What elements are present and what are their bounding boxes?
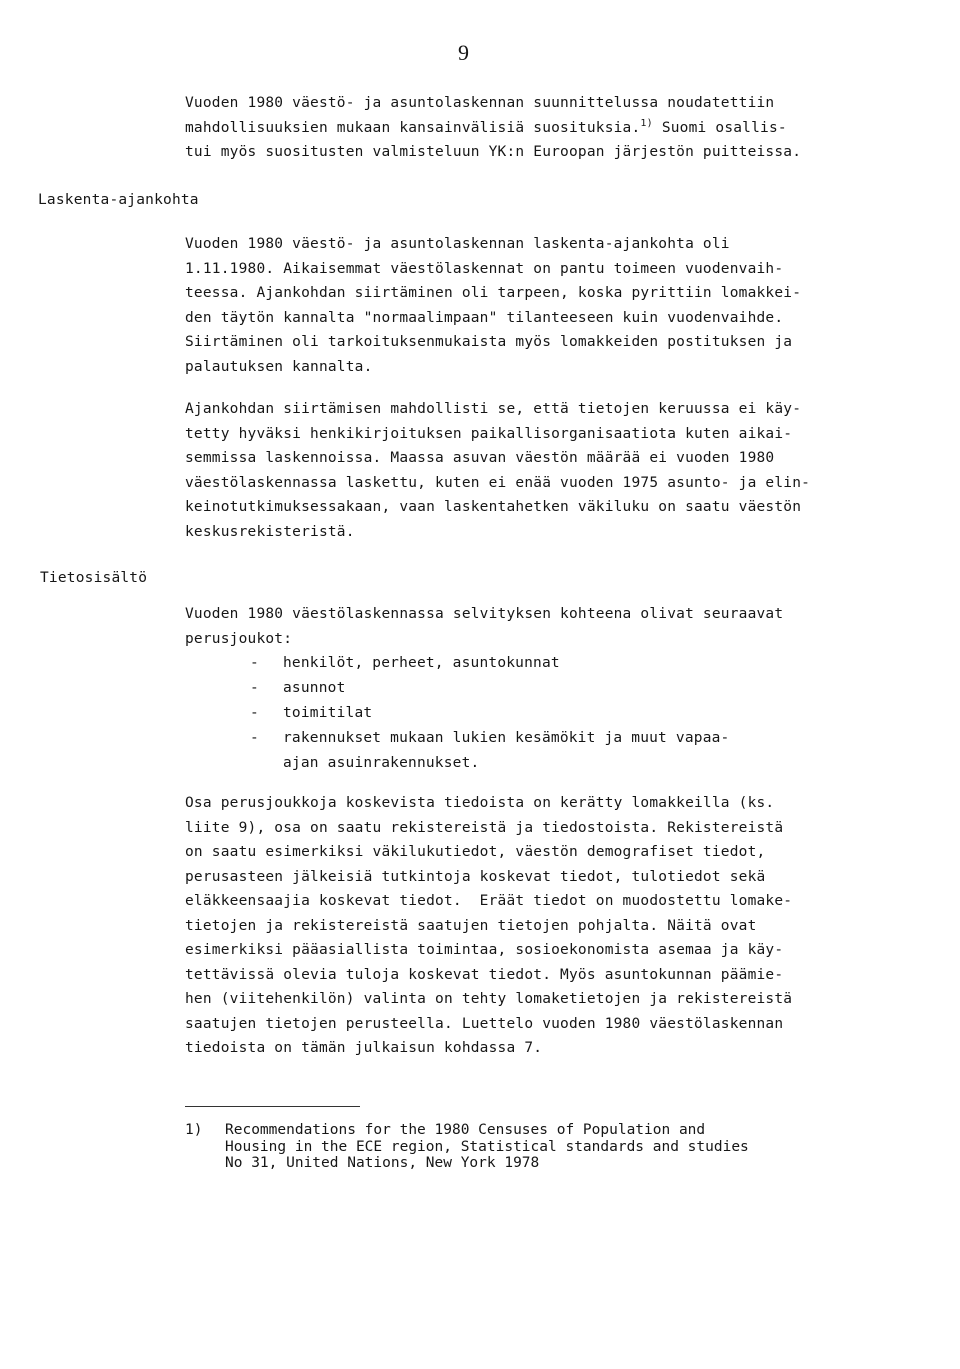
- footnote-body: [225, 1122, 749, 1172]
- text-line: tietojen ja rekistereistä saatujen tietojen pohjalta. Näitä ovat: [185, 917, 757, 934]
- list-dash: -: [250, 680, 259, 696]
- intro-line-2-text: mahdollisuuksien mukaan kansainvälisiä suosituksia.: [185, 119, 641, 136]
- tietosisalto-intro: [185, 602, 885, 651]
- list-dash: -: [250, 730, 259, 746]
- text-line: esimerkiksi pääasiallista toimintaa, sosioekonomista asemaa ja käy-: [185, 942, 784, 958]
- text-line: hen (viitehenkilön) valinta on tehty lomaketietojen ja rekistereistä: [185, 991, 793, 1007]
- text-line: palautuksen kannalta.: [185, 358, 373, 375]
- footnote-reference: 1): [640, 117, 653, 129]
- text-line: tetty hyväksi henkikirjoituksen paikallisorganisaatiota kuten aikai-: [185, 425, 793, 442]
- footnote-line: Recommendations for the 1980 Censuses of Population and: [225, 1122, 706, 1138]
- text-line: semmissa laskennoissa. Maassa asuvan väestön määrää ei vuoden 1980: [185, 450, 775, 466]
- text-line: liite 9), osa on saatu rekistereistä ja tiedostoista. Rekistereistä: [185, 819, 784, 836]
- list-item-text: toimitilat: [283, 705, 373, 721]
- footnote-line: No 31, United Nations, New York 1978: [225, 1155, 540, 1171]
- list-item: [250, 726, 730, 776]
- list-item: [250, 676, 730, 701]
- intro-line-1: Vuoden 1980 väestö- ja asuntolaskennan suunnittelussa noudatettiin: [185, 95, 775, 111]
- list-item-text-line: rakennukset mukaan lukien kesämökit ja muut vapaa-: [283, 730, 730, 746]
- footnote-mark: 1): [185, 1122, 203, 1138]
- text-line: 1.11.1980. Aikaisemmat väestölaskennat on pantu toimeen vuodenvaih-: [185, 260, 784, 277]
- text-line: keskusrekisteristä.: [185, 523, 355, 540]
- list-item-text: asunnot: [283, 680, 346, 696]
- intro-line-2: [185, 116, 885, 141]
- text-line: Osa perusjoukkoja koskevista tiedoista on kerätty lomakkeilla (ks.: [185, 795, 775, 811]
- list-dash: -: [250, 705, 259, 721]
- text-line: den täytön kannalta "normaalimpaan" tilanteeseen kuin vuodenvaihde.: [185, 309, 784, 326]
- text-line: eläkkeensaajia koskevat tiedot. Eräät tiedot on muodostettu lomake-: [185, 893, 793, 909]
- text-line: Siirtäminen oli tarkoituksenmukaista myös lomakkeiden postituksen ja: [185, 334, 793, 350]
- text-line: on saatu esimerkiksi väkilukutiedot, väestön demografiset tiedot,: [185, 844, 766, 860]
- text-line: tiedoista on tämän julkaisun kohdassa 7.: [185, 1040, 543, 1056]
- list-item-text-line: ajan asuinrakennukset.: [283, 755, 480, 771]
- text-line: väestölaskennassa laskettu, kuten ei enää vuoden 1975 asunto- ja elin-: [185, 474, 811, 491]
- footnote: [185, 1122, 749, 1172]
- text-line: teessa. Ajankohdan siirtäminen oli tarpeen, koska pyrittiin lomakkei-: [185, 285, 802, 301]
- list-item: [250, 701, 730, 726]
- text-line: Vuoden 1980 väestölaskennassa selvityksen kohteena olivat seuraavat: [185, 606, 784, 622]
- footnote-line: Housing in the ECE region, Statistical standards and studies: [225, 1138, 749, 1155]
- laskenta-paragraph-1: [185, 232, 885, 379]
- text-line: keinotutkimuksessakaan, vaan laskentahetken väkiluku on saatu väestön: [185, 499, 802, 515]
- section-heading-tietosisalto: Tietosisältö: [40, 570, 148, 586]
- intro-paragraph: [185, 91, 885, 165]
- perusjoukot-list: [250, 651, 730, 776]
- list-dash: -: [250, 655, 259, 671]
- text-line: Ajankohdan siirtämisen mahdollisti se, että tietojen keruussa ei käy-: [185, 401, 802, 417]
- footnote-divider: [185, 1106, 360, 1107]
- list-item: [250, 651, 730, 676]
- text-line: perusasteen jälkeisiä tutkintoja koskevat tiedot, tulotiedot sekä: [185, 868, 766, 885]
- intro-line-2-tail: Suomi osallis-: [661, 119, 787, 136]
- laskenta-paragraph-2: [185, 397, 885, 544]
- list-item-text: [283, 726, 730, 776]
- text-line: perusjoukot:: [185, 630, 293, 647]
- list-item-text: henkilöt, perheet, asuntokunnat: [283, 655, 560, 671]
- text-line: tettävissä olevia tuloja koskevat tiedot. Myös asuntokunnan päämie-: [185, 966, 784, 983]
- page-number: 9: [458, 40, 469, 65]
- section-heading-laskenta-ajankohta: Laskenta-ajankohta: [38, 192, 199, 208]
- text-line: saatujen tietojen perusteella. Luettelo vuoden 1980 väestölaskennan: [185, 1015, 784, 1032]
- intro-line-3: tui myös suositusten valmisteluun YK:n Euroopan järjestön puitteissa.: [185, 144, 802, 160]
- tietosisalto-paragraph: [185, 791, 885, 1061]
- text-line: Vuoden 1980 väestö- ja asuntolaskennan laskenta-ajankohta oli: [185, 236, 730, 252]
